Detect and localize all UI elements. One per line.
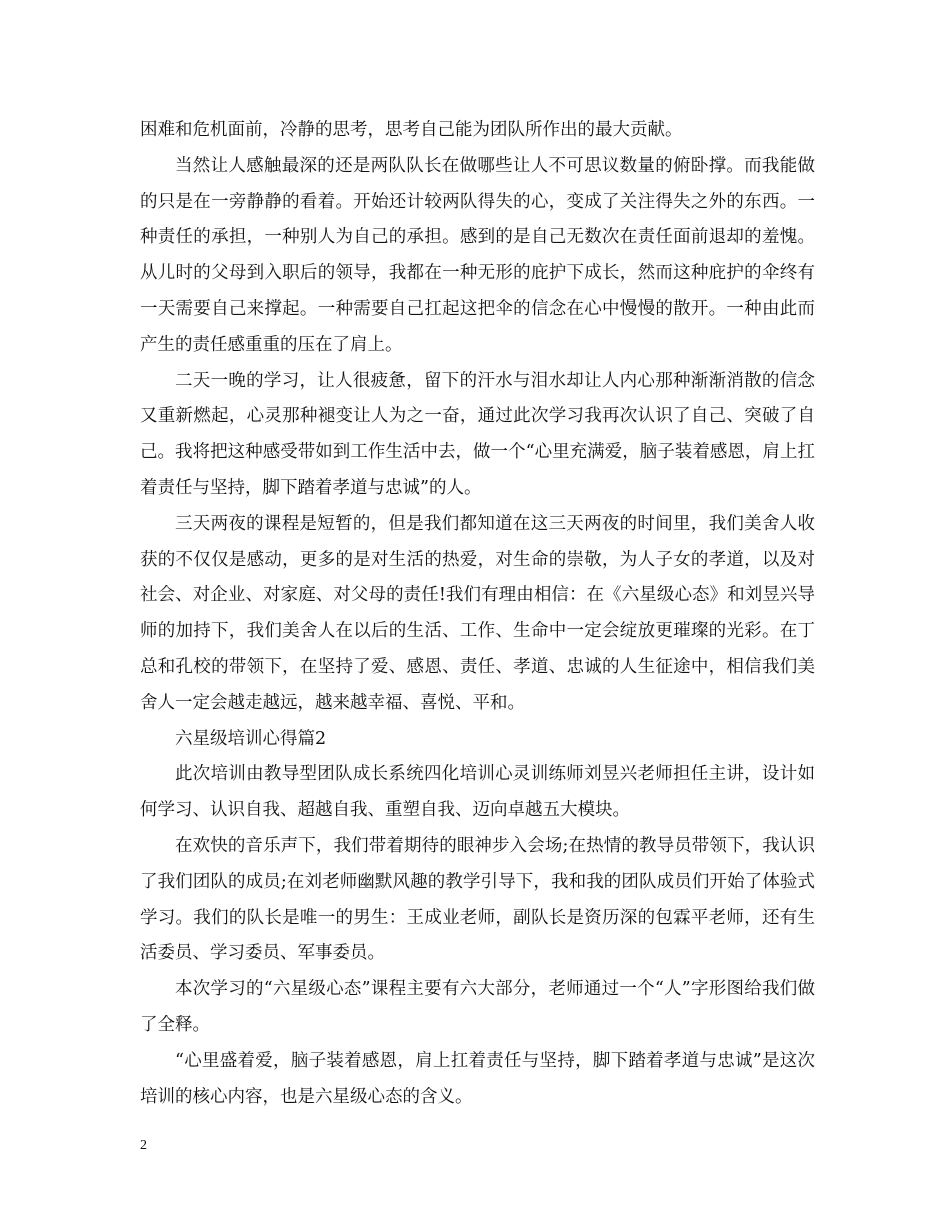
- paragraph: 此次培训由教导型团队成长系统四化培训心灵训练师刘昱兴老师担任主讲，设计如何学习、认识自我、超越自我、重塑自我、迈向卓越五大模块。: [140, 764, 815, 821]
- paragraph: 二天一晚的学习，让人很疲惫，留下的汗水与泪水却让人内心那种渐渐消散的信念又重新燃起，心灵那种褪变让人为之一奋，通过此次学习我再次认识了自己、突破了自己。我将把这种感受带如到工作生活中去，做一个“心里充满爱，脑子装着感恩，肩上扛着责任与坚持，脚下踏着孝道与忠诚”的人。: [140, 370, 815, 498]
- paragraph: 在欢快的音乐声下，我们带着期待的眼神步入会场;在热情的教导员带领下，我认识了我们团队的成员;在刘老师幽默风趣的教学引导下，我和我的团队成员们开始了体验式学习。我们的队长是唯一的男生：王成业老师，副队长是资历深的包霖平老师，还有生活委员、学习委员、军事委员。: [140, 835, 815, 964]
- page-number: 2: [140, 1138, 147, 1153]
- paragraph: 三天两夜的课程是短暂的，但是我们都知道在这三天两夜的时间里，我们美舍人收获的不仅仅是感动，更多的是对生活的热爱，对生命的崇敬，为人子女的孝道，以及对社会、对企业、对家庭、对父母的责任!我们有理由相信：在《六星级心态》和刘昱兴导师的加持下，我们美舍人在以后的生活、工作、生命中一定会绽放更璀璨的光彩。在丁总和孔校的带领下，在坚持了爱、感恩、责任、孝道、忠诚的人生征途中，相信我们美舍人一定会越走越远，越来越幸福、喜悦、平和。: [140, 513, 815, 713]
- document-body: [140, 113, 815, 1115]
- paragraph: “心里盛着爱，脑子装着感恩，肩上扛着责任与坚持，脚下踏着孝道与忠诚”是这次培训的核心内容，也是六星级心态的含义。: [140, 1050, 815, 1107]
- section-heading: 六星级培训心得篇2: [175, 728, 327, 749]
- paragraph-continuation: 困难和危机面前，冷静的思考，思考自己能为团队所作出的最大贡献。: [140, 120, 683, 140]
- paragraph: 本次学习的“六星级心态”课程主要有六大部分，老师通过一个“人”字形图给我们做了全释。: [140, 979, 815, 1035]
- paragraph: 当然让人感触最深的还是两队队长在做哪些让人不可思议数量的俯卧撑。而我能做的只是在一旁静静的看着。开始还计较两队得失的心，变成了关注得失之外的东西。一种责任的承担，一种别人为自己的承担。感到的是自己无数次在责任面前退却的羞愧。从儿时的父母到入职后的领导，我都在一种无形的庇护下成长，然而这种庇护的伞终有一天需要自己来撑起。一种需要自己扛起这把伞的信念在心中慢慢的散开。一种由此而产生的责任感重重的压在了肩上。: [140, 155, 815, 355]
